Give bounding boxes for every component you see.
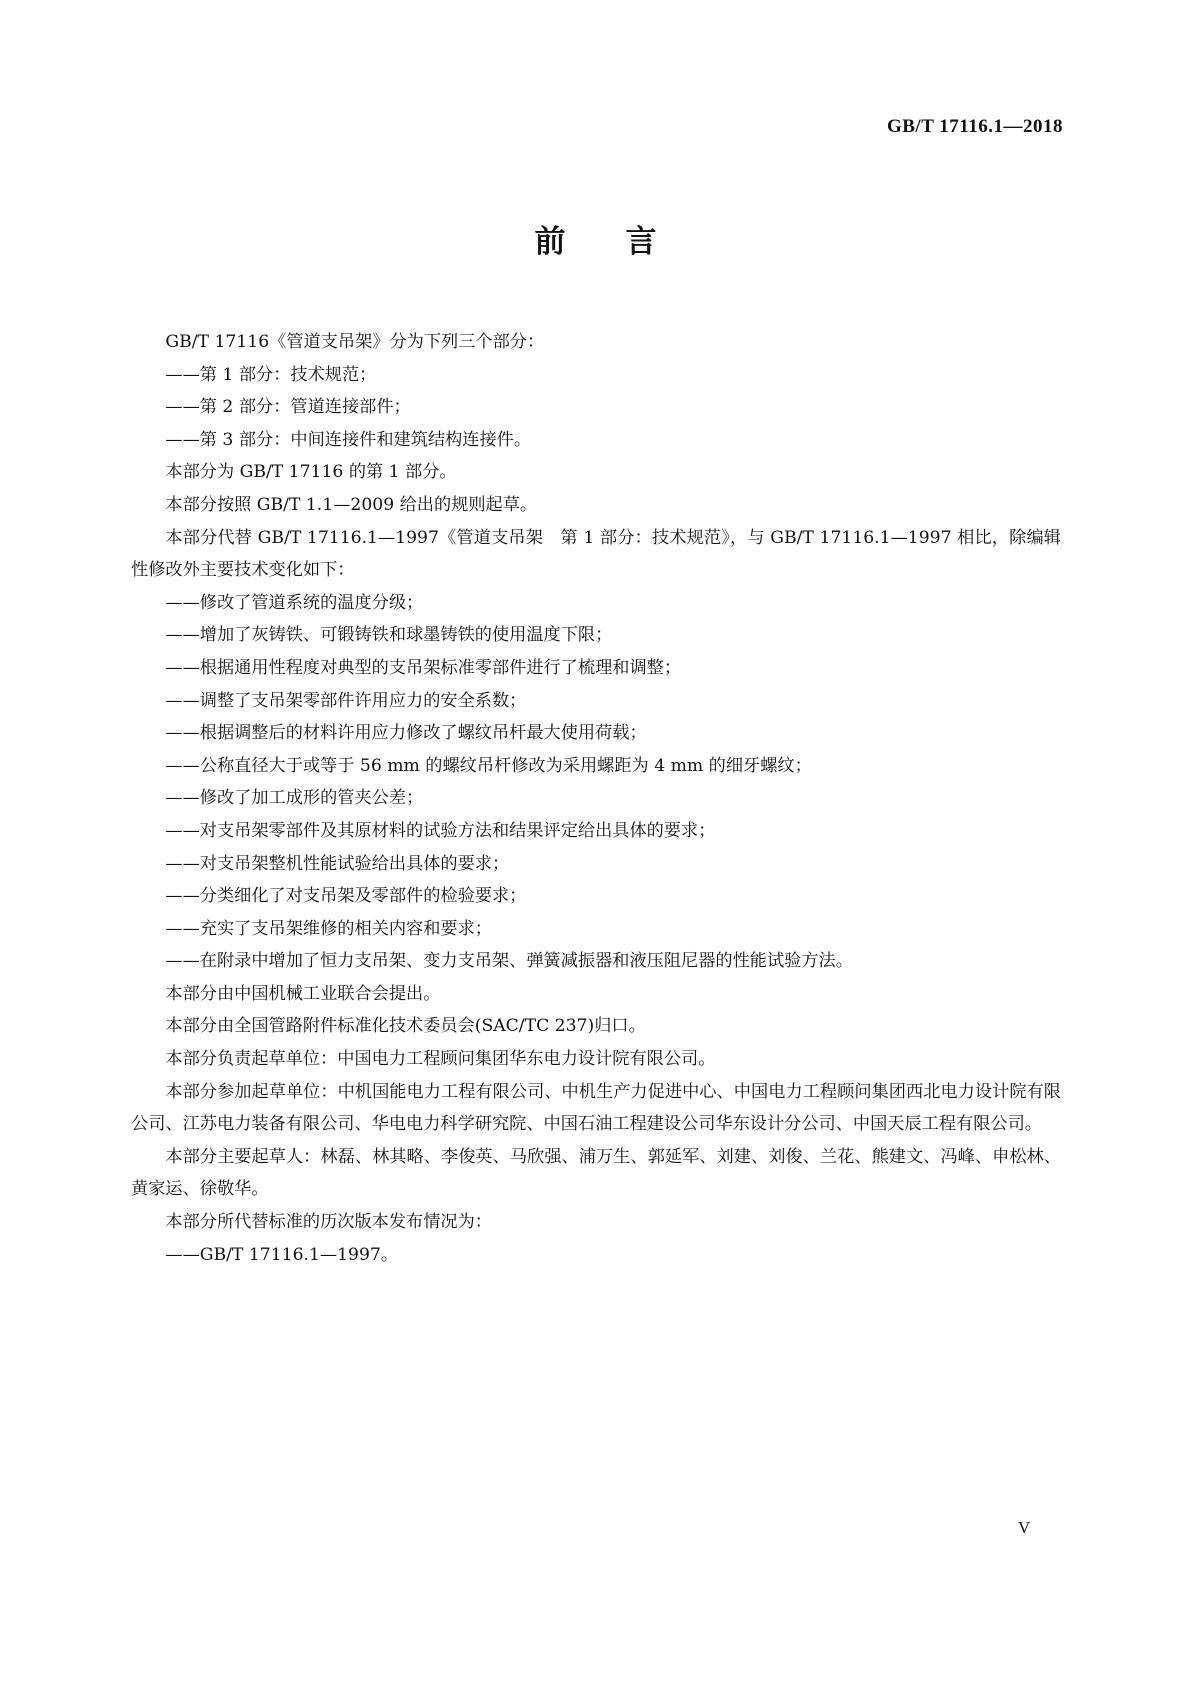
paragraph: 本部分参加起草单位：中机国能电力工程有限公司、中机生产力促进中心、中国电力工程顾问集团西北电力设计院有限公司、江苏电力装备有限公司、华电电力科学研究院、中国石油工程建设公司华东设计分公司、中国天辰工程有限公司。 <box>131 1081 1061 1135</box>
list-item: ——修改了管道系统的温度分级； <box>165 592 424 613</box>
list-item: ——对支吊架整机性能试验给出具体的要求； <box>165 853 510 874</box>
page-title: 前言 <box>534 224 717 260</box>
list-item: ——充实了支吊架维修的相关内容和要求； <box>165 918 492 939</box>
list-item: ——根据调整后的材料许用应力修改了螺纹吊杆最大使用荷载； <box>165 723 647 744</box>
paragraph: 本部分按照 GB/T 1.1—2009 给出的规则起草。 <box>165 494 538 515</box>
list-item: ——分类细化了对支吊架及零部件的检验要求； <box>165 886 527 907</box>
list-item: ——第 2 部分：管道连接部件； <box>165 397 411 418</box>
list-item: ——增加了灰铸铁、可锻铸铁和球墨铸铁的使用温度下限； <box>165 625 613 646</box>
list-item: ——对支吊架零部件及其原材料的试验方法和结果评定给出具体的要求； <box>165 820 716 841</box>
paragraph: 本部分负责起草单位：中国电力工程顾问集团华东电力设计院有限公司。 <box>165 1049 716 1070</box>
paragraph: 本部分由全国管路附件标准化技术委员会(SAC/TC 237)归口。 <box>165 1016 646 1037</box>
standard-number: GB/T 17116.1—2018 <box>886 116 1063 137</box>
list-item: ——根据通用性程度对典型的支吊架标准零部件进行了梳理和调整； <box>165 657 682 678</box>
paragraph: 本部分所代替标准的历次版本发布情况为： <box>165 1212 492 1233</box>
paragraph: 本部分由中国机械工业联合会提出。 <box>165 983 441 1004</box>
list-item: ——调整了支吊架零部件许用应力的安全系数； <box>165 690 527 711</box>
paragraph: GB/T 17116《管道支吊架》分为下列三个部分： <box>165 332 545 352</box>
list-item: ——GB/T 17116.1—1997。 <box>165 1244 399 1265</box>
list-item: ——公称直径大于或等于 56 mm 的螺纹吊杆修改为采用螺距为 4 mm 的细牙螺纹； <box>165 755 812 776</box>
list-item: ——在附录中增加了恒力支吊架、变力支吊架、弹簧减振器和液压阻尼器的性能试验方法。 <box>165 951 853 972</box>
list-item: ——第 3 部分：中间连接件和建筑结构连接件。 <box>165 429 532 450</box>
paragraph: 本部分主要起草人：林磊、林其略、李俊英、马欣强、浦万生、郭延军、刘建、刘俊、兰花、熊建文、冯峰、申松林、黄家运、徐敬华。 <box>131 1146 1061 1200</box>
page-number: V <box>1018 1518 1031 1537</box>
paragraph: 本部分为 GB/T 17116 的第 1 部分。 <box>165 462 457 483</box>
list-item: ——第 1 部分：技术规范； <box>165 364 377 385</box>
list-item: ——修改了加工成形的管夹公差； <box>165 788 424 809</box>
paragraph: 本部分代替 GB/T 17116.1—1997《管道支吊架 第 1 部分：技术规范》，与 GB/T 17116.1—1997 相比，除编辑性修改外主要技术变化如下： <box>131 527 1061 581</box>
foreword-body <box>131 326 1061 1271</box>
